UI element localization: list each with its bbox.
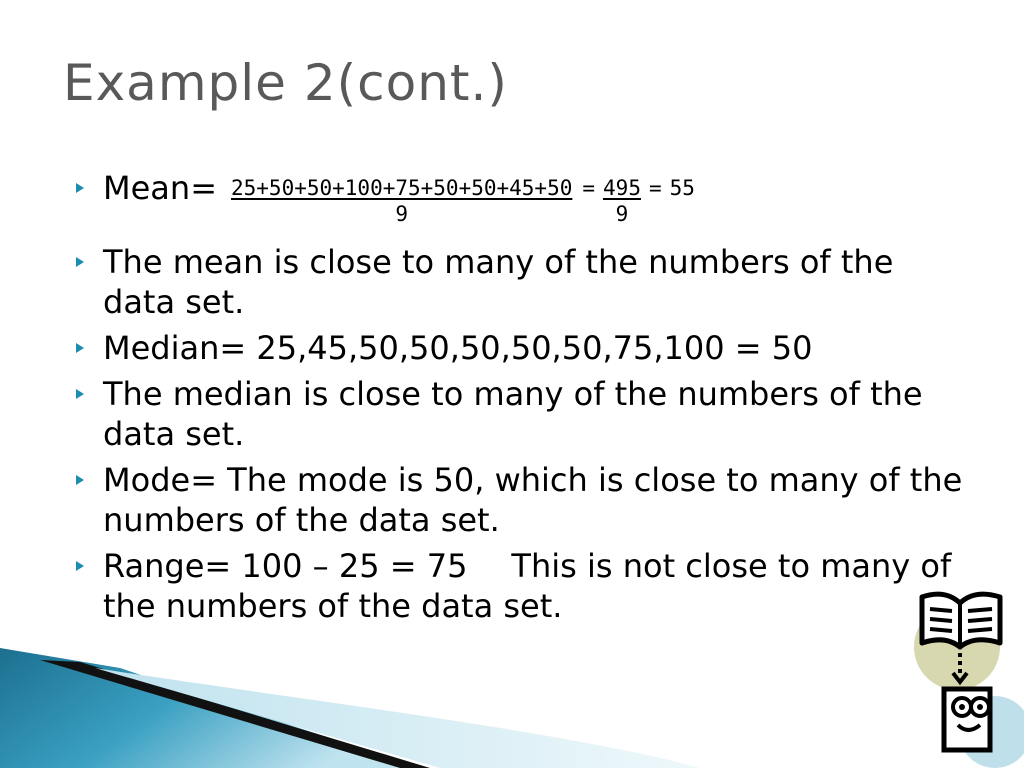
bullet-text: The median is close to many of the numbers of the data set. [103, 375, 923, 453]
bullet-marker-icon [76, 183, 84, 193]
bullet-mean-note [75, 242, 965, 322]
bullet-median [75, 328, 965, 368]
bullet-marker-icon [76, 475, 84, 485]
book-and-reader-icon [900, 585, 1024, 768]
bullet-text: Median= 25,45,50,50,50,50,50,75,100 = 50 [103, 329, 813, 367]
range-note: This is not close to many of the numbers of the data set. [103, 547, 952, 625]
bullet-marker-icon [76, 561, 84, 571]
bullet-range [75, 546, 965, 626]
bullet-marker-icon [76, 257, 84, 267]
bullet-list [75, 168, 965, 632]
equals-sign: = [648, 176, 662, 200]
mean-label: Mean= [103, 169, 217, 207]
mean-numerator: 25+50+50+100+75+50+50+45+50 [231, 176, 573, 200]
bullet-mean [75, 168, 965, 238]
bullet-text: The mean is close to many of the numbers of the data set. [103, 243, 894, 321]
mean-result: 55 [669, 176, 695, 200]
result-numerator: 495 [603, 176, 641, 200]
mean-denominator: 9 [395, 202, 409, 226]
result-fraction [603, 175, 641, 227]
bullet-mode [75, 460, 965, 540]
bullet-text: Mode= The mode is 50, which is close to many of the numbers of the data set. [103, 461, 963, 539]
bullet-marker-icon [76, 343, 84, 353]
slide-title: Example 2(cont.) [63, 54, 508, 112]
equals-sign: = [582, 176, 596, 200]
result-denominator: 9 [615, 202, 629, 226]
range-text: Range= 100 – 25 = 75 [103, 547, 468, 585]
bullet-median-note [75, 374, 965, 454]
mean-fraction [231, 175, 572, 227]
bullet-marker-icon [76, 389, 84, 399]
